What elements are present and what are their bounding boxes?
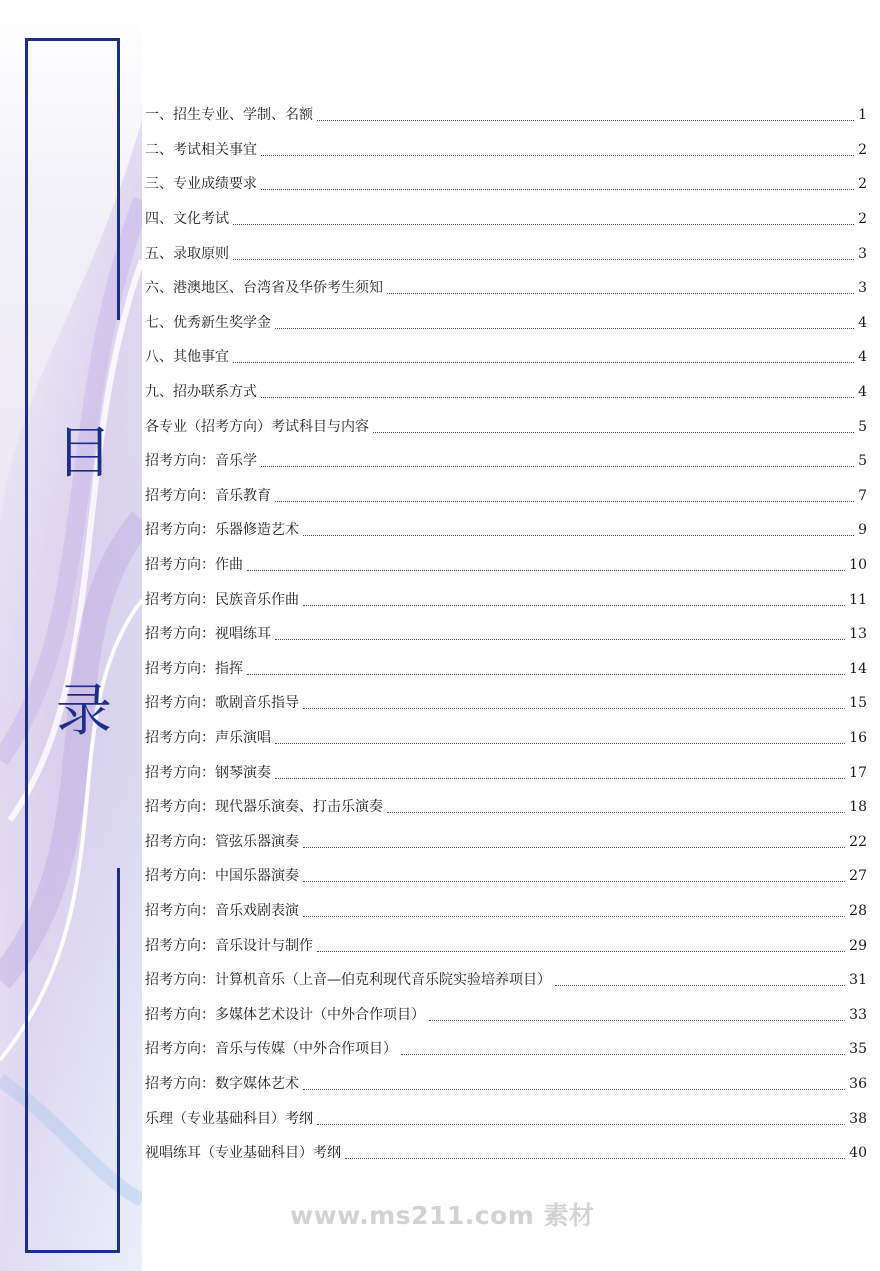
toc-entry[interactable]	[145, 306, 867, 341]
toc-entry-page-number: 31	[849, 972, 867, 989]
toc-entry[interactable]	[145, 894, 867, 929]
toc-entry-page-number: 3	[858, 280, 867, 297]
toc-entry-page-number: 16	[849, 729, 867, 746]
toc-entry-title: 乐理（专业基础科目）考纲	[145, 1110, 313, 1127]
decorative-side-band	[0, 0, 142, 1271]
toc-entry-title: 招考方向：中国乐器演奏	[145, 868, 299, 885]
toc-entry-title: 招考方向：现代器乐演奏、打击乐演奏	[145, 799, 383, 816]
toc-entry-title: 八、其他事宜	[145, 349, 229, 366]
toc-entry-title: 各专业（招考方向）考试科目与内容	[145, 418, 369, 435]
toc-entry-title: 招考方向：数字媒体艺术	[145, 1075, 299, 1092]
toc-entry-page-number: 1	[858, 107, 867, 124]
toc-entry[interactable]	[145, 548, 867, 583]
toc-entry[interactable]	[145, 963, 867, 998]
toc-dot-leader	[261, 465, 854, 467]
toc-entry-title: 七、优秀新生奖学金	[145, 314, 271, 331]
toc-entry-page-number: 17	[849, 764, 867, 781]
toc-entry[interactable]	[145, 790, 867, 825]
toc-entry-title: 五、录取原则	[145, 245, 229, 262]
toc-dot-leader	[261, 188, 854, 190]
toc-entry-title: 招考方向：乐器修造艺术	[145, 522, 299, 539]
toc-dot-leader	[303, 880, 845, 882]
toc-entry-title: 三、专业成绩要求	[145, 176, 257, 193]
toc-dot-leader	[429, 1019, 845, 1021]
toc-dot-leader	[247, 673, 845, 675]
frame-right-line-upper	[117, 38, 120, 320]
toc-dot-leader	[387, 811, 845, 813]
toc-entry-page-number: 27	[849, 868, 867, 885]
toc-entry-page-number: 4	[858, 314, 867, 331]
toc-dot-leader	[373, 431, 854, 433]
toc-entry[interactable]	[145, 479, 867, 514]
toc-entry-title: 招考方向：歌剧音乐指导	[145, 695, 299, 712]
toc-dot-leader	[233, 223, 854, 225]
toc-entry[interactable]	[145, 652, 867, 687]
toc-entry-title: 六、港澳地区、台湾省及华侨考生须知	[145, 280, 383, 297]
toc-entry-page-number: 22	[849, 833, 867, 850]
toc-entry-page-number: 18	[849, 799, 867, 816]
toc-dot-leader	[303, 707, 845, 709]
toc-heading-char-2: 录	[56, 679, 112, 744]
toc-entry[interactable]	[145, 997, 867, 1032]
toc-entry[interactable]	[145, 859, 867, 894]
toc-dot-leader	[275, 777, 845, 779]
toc-entry-title: 招考方向：计算机音乐（上音—伯克利现代音乐院实验培养项目）	[145, 972, 551, 989]
toc-entry-page-number: 13	[849, 626, 867, 643]
toc-entry[interactable]	[145, 721, 867, 756]
toc-entry-page-number: 35	[849, 1041, 867, 1058]
toc-dot-leader	[303, 534, 854, 536]
toc-entry[interactable]	[145, 617, 867, 652]
toc-entry[interactable]	[145, 1067, 867, 1102]
toc-entry-page-number: 28	[849, 902, 867, 919]
wave-decoration	[0, 0, 142, 1271]
toc-entry-page-number: 7	[858, 487, 867, 504]
toc-entry-title: 招考方向：音乐与传媒（中外合作项目）	[145, 1041, 397, 1058]
table-of-contents	[145, 98, 867, 1170]
toc-dot-leader	[303, 1088, 845, 1090]
toc-entry-title: 九、招办联系方式	[145, 384, 257, 401]
toc-entry[interactable]	[145, 928, 867, 963]
frame-bottom-line	[25, 1250, 120, 1253]
toc-entry-title: 招考方向：民族音乐作曲	[145, 591, 299, 608]
toc-entry-page-number: 2	[858, 176, 867, 193]
toc-entry-page-number: 10	[849, 557, 867, 574]
watermark-text: www.ms211.com 素材	[290, 1201, 595, 1230]
toc-entry[interactable]	[145, 686, 867, 721]
toc-entry-page-number: 9	[858, 522, 867, 539]
toc-entry-title: 招考方向：音乐教育	[145, 487, 271, 504]
toc-entry-title: 招考方向：作曲	[145, 557, 243, 574]
toc-dot-leader	[317, 1123, 845, 1125]
toc-entry-title: 招考方向：声乐演唱	[145, 729, 271, 746]
toc-entry-page-number: 4	[858, 349, 867, 366]
toc-entry-page-number: 29	[849, 937, 867, 954]
toc-entry-title: 招考方向：音乐戏剧表演	[145, 902, 299, 919]
toc-entry-page-number: 40	[849, 1145, 867, 1162]
toc-heading-char-1: 目	[56, 421, 112, 486]
toc-dot-leader	[303, 915, 845, 917]
toc-entry-page-number: 3	[858, 245, 867, 262]
toc-entry[interactable]	[145, 271, 867, 306]
toc-dot-leader	[261, 154, 854, 156]
toc-entry-title: 招考方向：钢琴演奏	[145, 764, 271, 781]
toc-entry[interactable]	[145, 1032, 867, 1067]
toc-entry-title: 招考方向：音乐学	[145, 453, 257, 470]
toc-entry[interactable]	[145, 202, 867, 237]
toc-entry-page-number: 4	[858, 384, 867, 401]
toc-entry-title: 招考方向：音乐设计与制作	[145, 937, 313, 954]
toc-entry-title: 招考方向：管弦乐器演奏	[145, 833, 299, 850]
toc-dot-leader	[275, 742, 845, 744]
toc-dot-leader	[275, 638, 845, 640]
toc-entry-page-number: 2	[858, 141, 867, 158]
toc-entry[interactable]	[145, 444, 867, 479]
toc-entry[interactable]	[145, 1136, 867, 1171]
toc-dot-leader	[345, 1157, 845, 1159]
toc-entry-page-number: 5	[858, 418, 867, 435]
toc-entry-title: 招考方向：指挥	[145, 660, 243, 677]
toc-entry-title: 视唱练耳（专业基础科目）考纲	[145, 1145, 341, 1162]
toc-entry-page-number: 36	[849, 1075, 867, 1092]
toc-entry[interactable]	[145, 582, 867, 617]
toc-entry[interactable]	[145, 513, 867, 548]
toc-dot-leader	[303, 604, 845, 606]
toc-entry-title: 四、文化考试	[145, 211, 229, 228]
toc-dot-leader	[261, 396, 854, 398]
toc-entry-page-number: 33	[849, 1006, 867, 1023]
toc-entry-page-number: 11	[849, 591, 867, 608]
toc-entry[interactable]	[145, 133, 867, 168]
toc-entry[interactable]	[145, 409, 867, 444]
toc-dot-leader	[555, 984, 845, 986]
toc-entry[interactable]	[145, 375, 867, 410]
toc-dot-leader	[387, 292, 854, 294]
toc-entry-title: 招考方向：视唱练耳	[145, 626, 271, 643]
toc-entry[interactable]	[145, 167, 867, 202]
toc-entry-page-number: 14	[849, 660, 867, 677]
toc-entry[interactable]	[145, 824, 867, 859]
toc-dot-leader	[275, 327, 854, 329]
toc-dot-leader	[317, 119, 854, 121]
toc-entry-page-number: 2	[858, 211, 867, 228]
toc-entry-title: 招考方向：多媒体艺术设计（中外合作项目）	[145, 1006, 425, 1023]
toc-dot-leader	[317, 950, 845, 952]
toc-dot-leader	[247, 569, 845, 571]
toc-dot-leader	[303, 846, 845, 848]
toc-dot-leader	[233, 258, 854, 260]
frame-left-line	[25, 38, 28, 1253]
toc-entry[interactable]	[145, 98, 867, 133]
toc-entry-title: 二、考试相关事宜	[145, 141, 257, 158]
toc-entry[interactable]	[145, 1101, 867, 1136]
toc-entry[interactable]	[145, 755, 867, 790]
toc-entry-page-number: 15	[849, 695, 867, 712]
toc-entry-page-number: 5	[858, 453, 867, 470]
frame-top-line	[25, 38, 120, 41]
frame-right-line-lower	[117, 868, 120, 1253]
toc-entry[interactable]	[145, 340, 867, 375]
toc-entry-page-number: 38	[849, 1110, 867, 1127]
toc-dot-leader	[401, 1053, 845, 1055]
toc-dot-leader	[275, 500, 854, 502]
toc-dot-leader	[233, 361, 854, 363]
toc-entry[interactable]	[145, 236, 867, 271]
toc-entry-title: 一、招生专业、学制、名额	[145, 107, 313, 124]
